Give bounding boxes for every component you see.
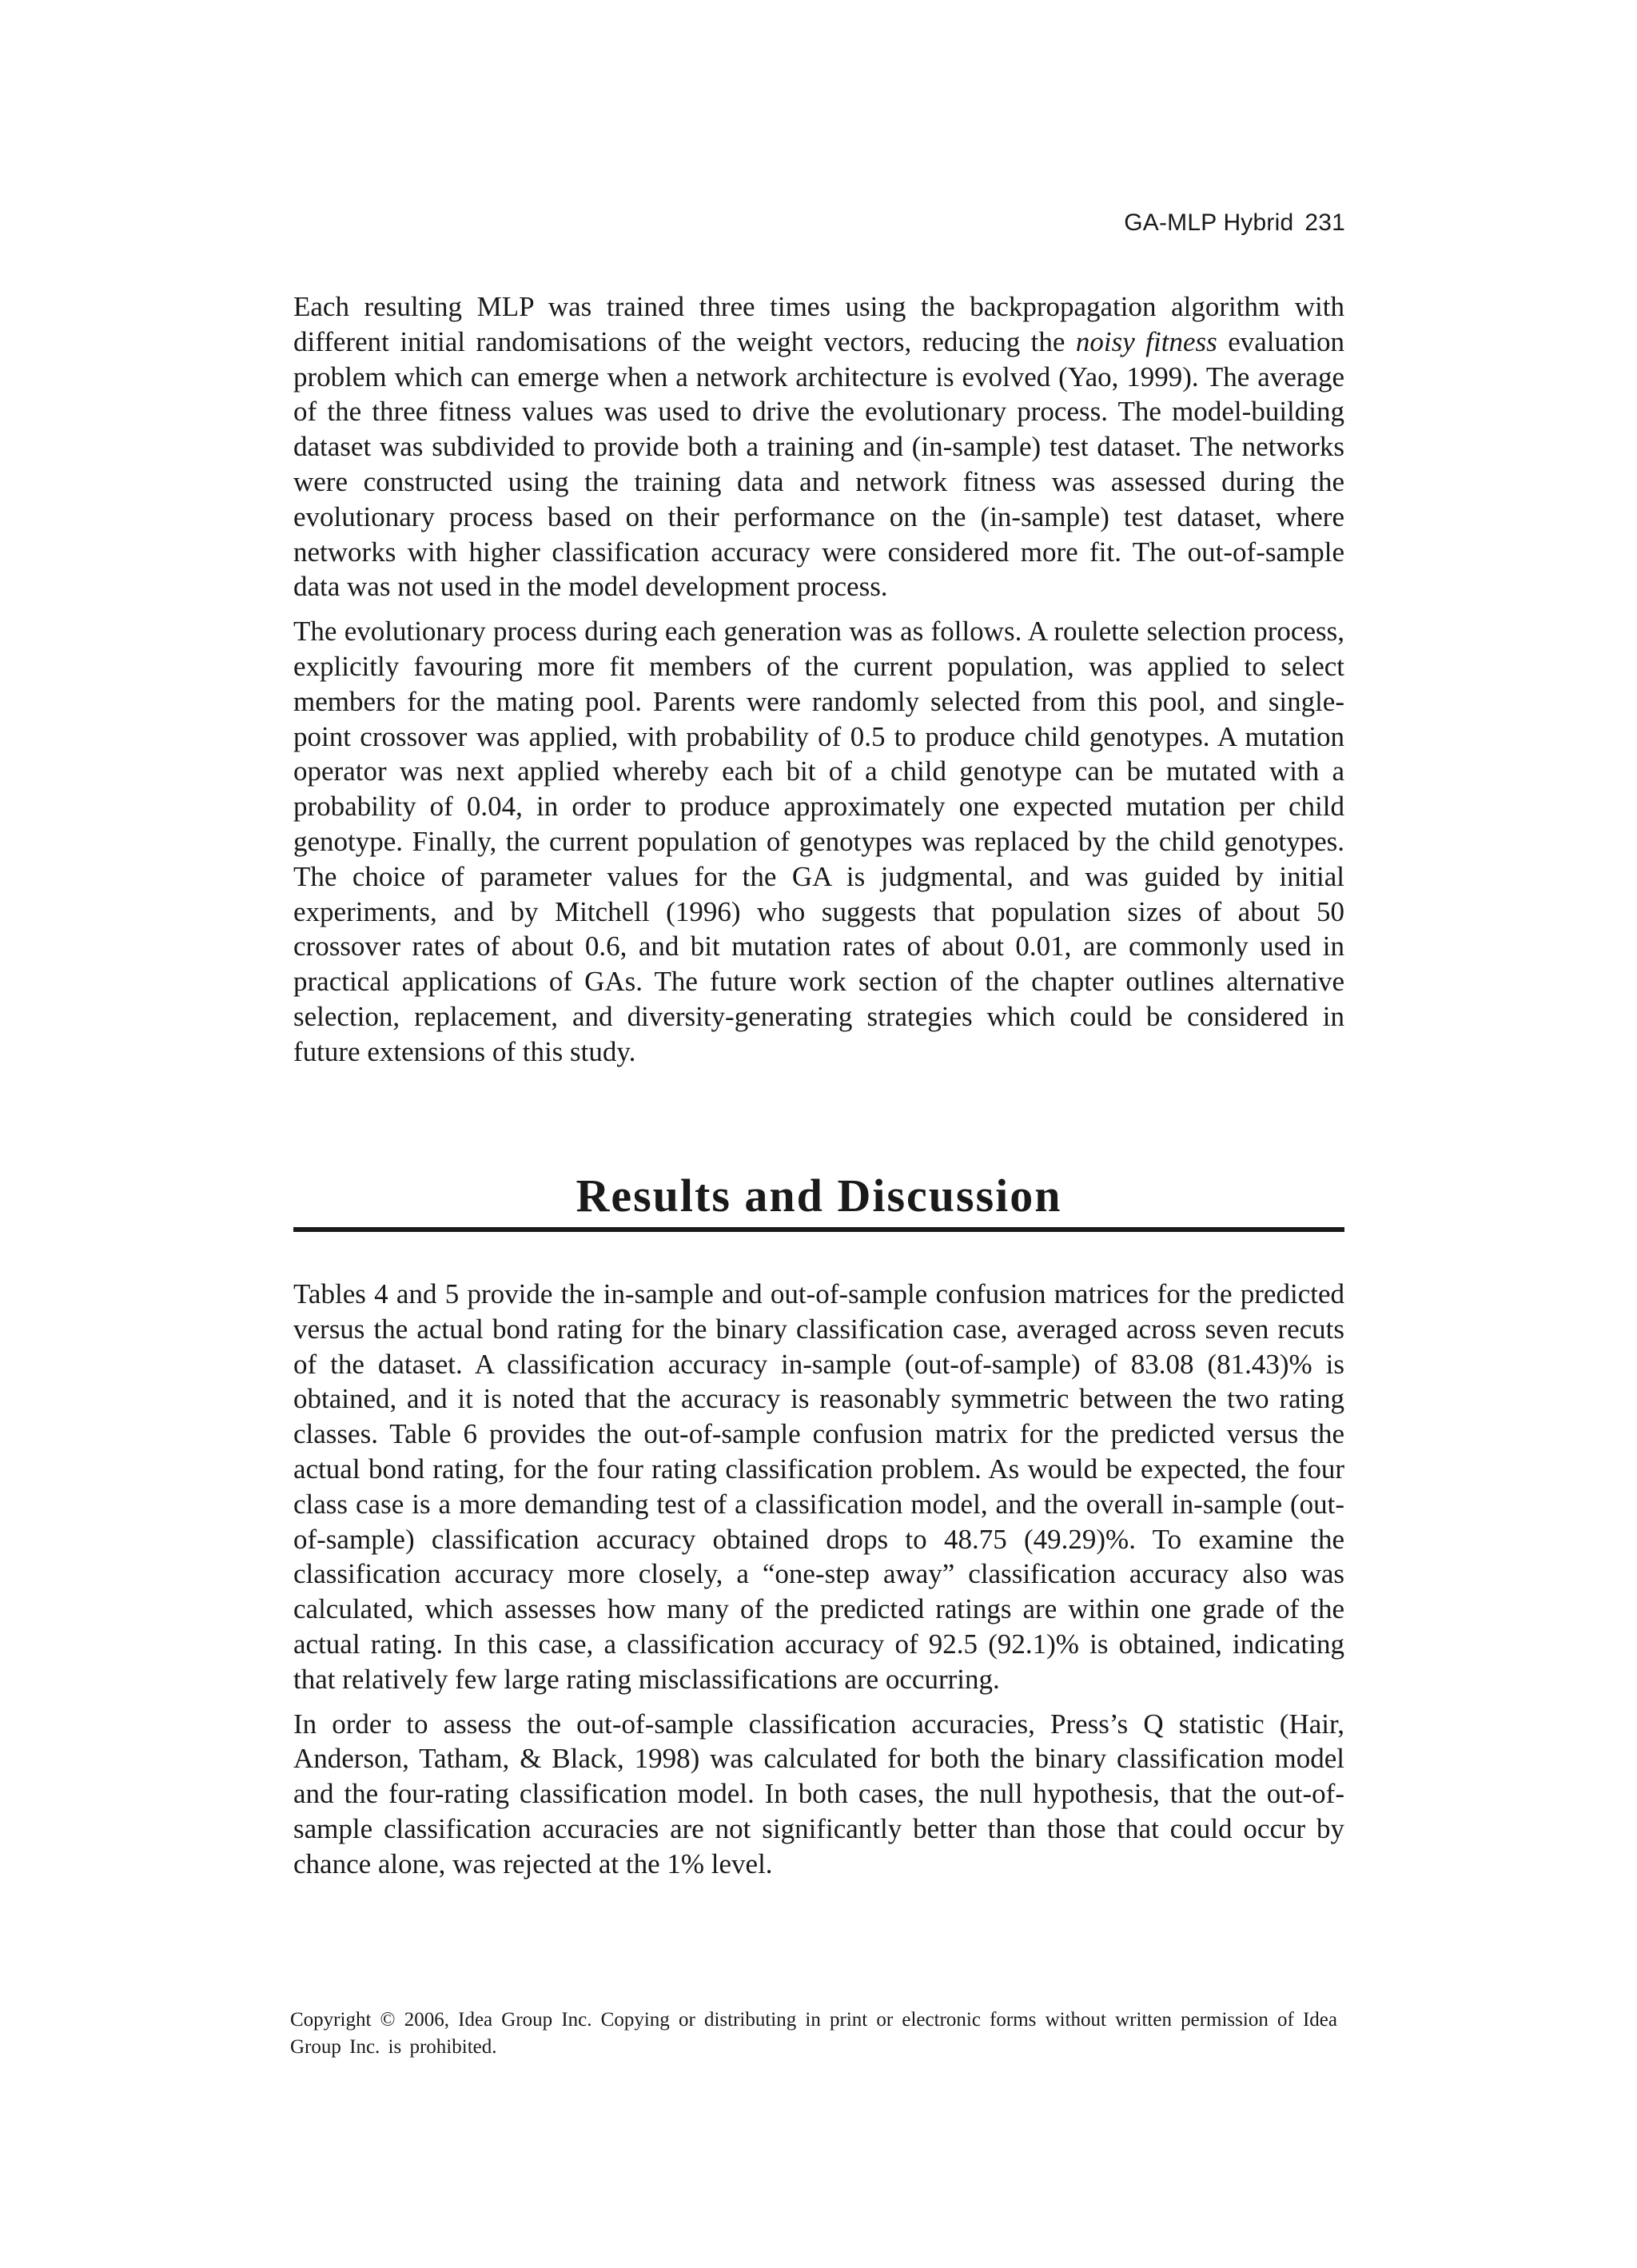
section-rule bbox=[293, 1227, 1344, 1232]
paragraph: In order to assess the out-of-sample classification accuracies, Press’s Q statistic (Hair, Anderson, Tatham, & Black, 1998) was calculated for both the binary classification model and the four-rating classification model. In both cases, the null hypothesis, that the out-of-sample classification accuracies are not significantly better than those that could occur by chance alone, was rejected at the 1% level. bbox=[293, 1708, 1344, 1879]
running-head bbox=[1124, 209, 1345, 237]
body-text-before bbox=[293, 289, 1344, 1079]
paragraph: Tables 4 and 5 provide the in-sample and out-of-sample confusion matrices for the predicted versus the actual bond rating for the binary classification case, averaged across seven recuts of the dataset. A classification accuracy in-sample (out-of-sample) of 83.08 (81.43)% is obtained, and it is noted that the accuracy is reasonably symmetric between the two rating classes. Table 6 provides the out-of-sample confusion matrix for the predicted versus the actual bond rating, for the four rating classification problem. As would be expected, the four class case is a more demanding test of a classification model, and the overall in-sample (out-of-sample) classification accuracy obtained drops to 48.75 (49.29)%. To examine the classification accuracy more closely, a “one-step away” classification accuracy also was calculated, which assesses how many of the predicted ratings are within one grade of the actual rating. In this case, a classification accuracy of 92.5 (92.1)% is obtained, indicating that relatively few large rating misclassifications are occurring. bbox=[293, 1278, 1344, 1695]
section-heading: Results and Discussion bbox=[576, 1170, 1062, 1222]
paragraph: Each resulting MLP was trained three times using the backpropagation algorithm with different initial randomisations of the weight vectors, reducing the noisy fitness evaluation problem which can emerge when a network architecture is evolved (Yao, 1999). The average of the three fitness values was used to drive the evolutionary process. The model-building dataset was subdivided to provide both a training and (in-sample) test dataset. The networks were constructed using the training data and network fitness was assessed during the evolutionary process based on their performance on the (in-sample) test dataset, where networks with higher classification accuracy were considered more fit. The out-of-sample data was not used in the model development process. bbox=[293, 291, 1344, 603]
page-number: 231 bbox=[1304, 209, 1345, 236]
copyright-notice: Copyright © 2006, Idea Group Inc. Copying or distributing in print or electronic forms without written permission of Idea Group Inc. is prohibited. bbox=[290, 2009, 1337, 2058]
italic-term: noisy fitness bbox=[1075, 325, 1217, 357]
body-text-section bbox=[293, 1277, 1344, 1891]
running-head-title: GA-MLP Hybrid bbox=[1124, 209, 1294, 236]
paragraph: The evolutionary process during each generation was as follows. A roulette selection process, explicitly favouring more fit members of the current population, was applied to select members for the mating pool. Parents were randomly selected from this pool, and single-point crossover was applied, with probability of 0.5 to produce child genotypes. A mutation operator was next applied whereby each bit of a child genotype can be mutated with a probability of 0.04, in order to produce approximately one expected mutation per child genotype. Finally, the current population of genotypes was replaced by the child genotypes. The choice of parameter values for the GA is judgmental, and was guided by initial experiments, and by Mitchell (1996) who suggests that population sizes of about 50 crossover rates of about 0.6, and bit mutation rates of about 0.01, are commonly used in practical applications of GAs. The future work section of the chapter outlines alternative selection, replacement, and diversity-generating strategies which could be considered in future extensions of this study. bbox=[293, 616, 1344, 1067]
